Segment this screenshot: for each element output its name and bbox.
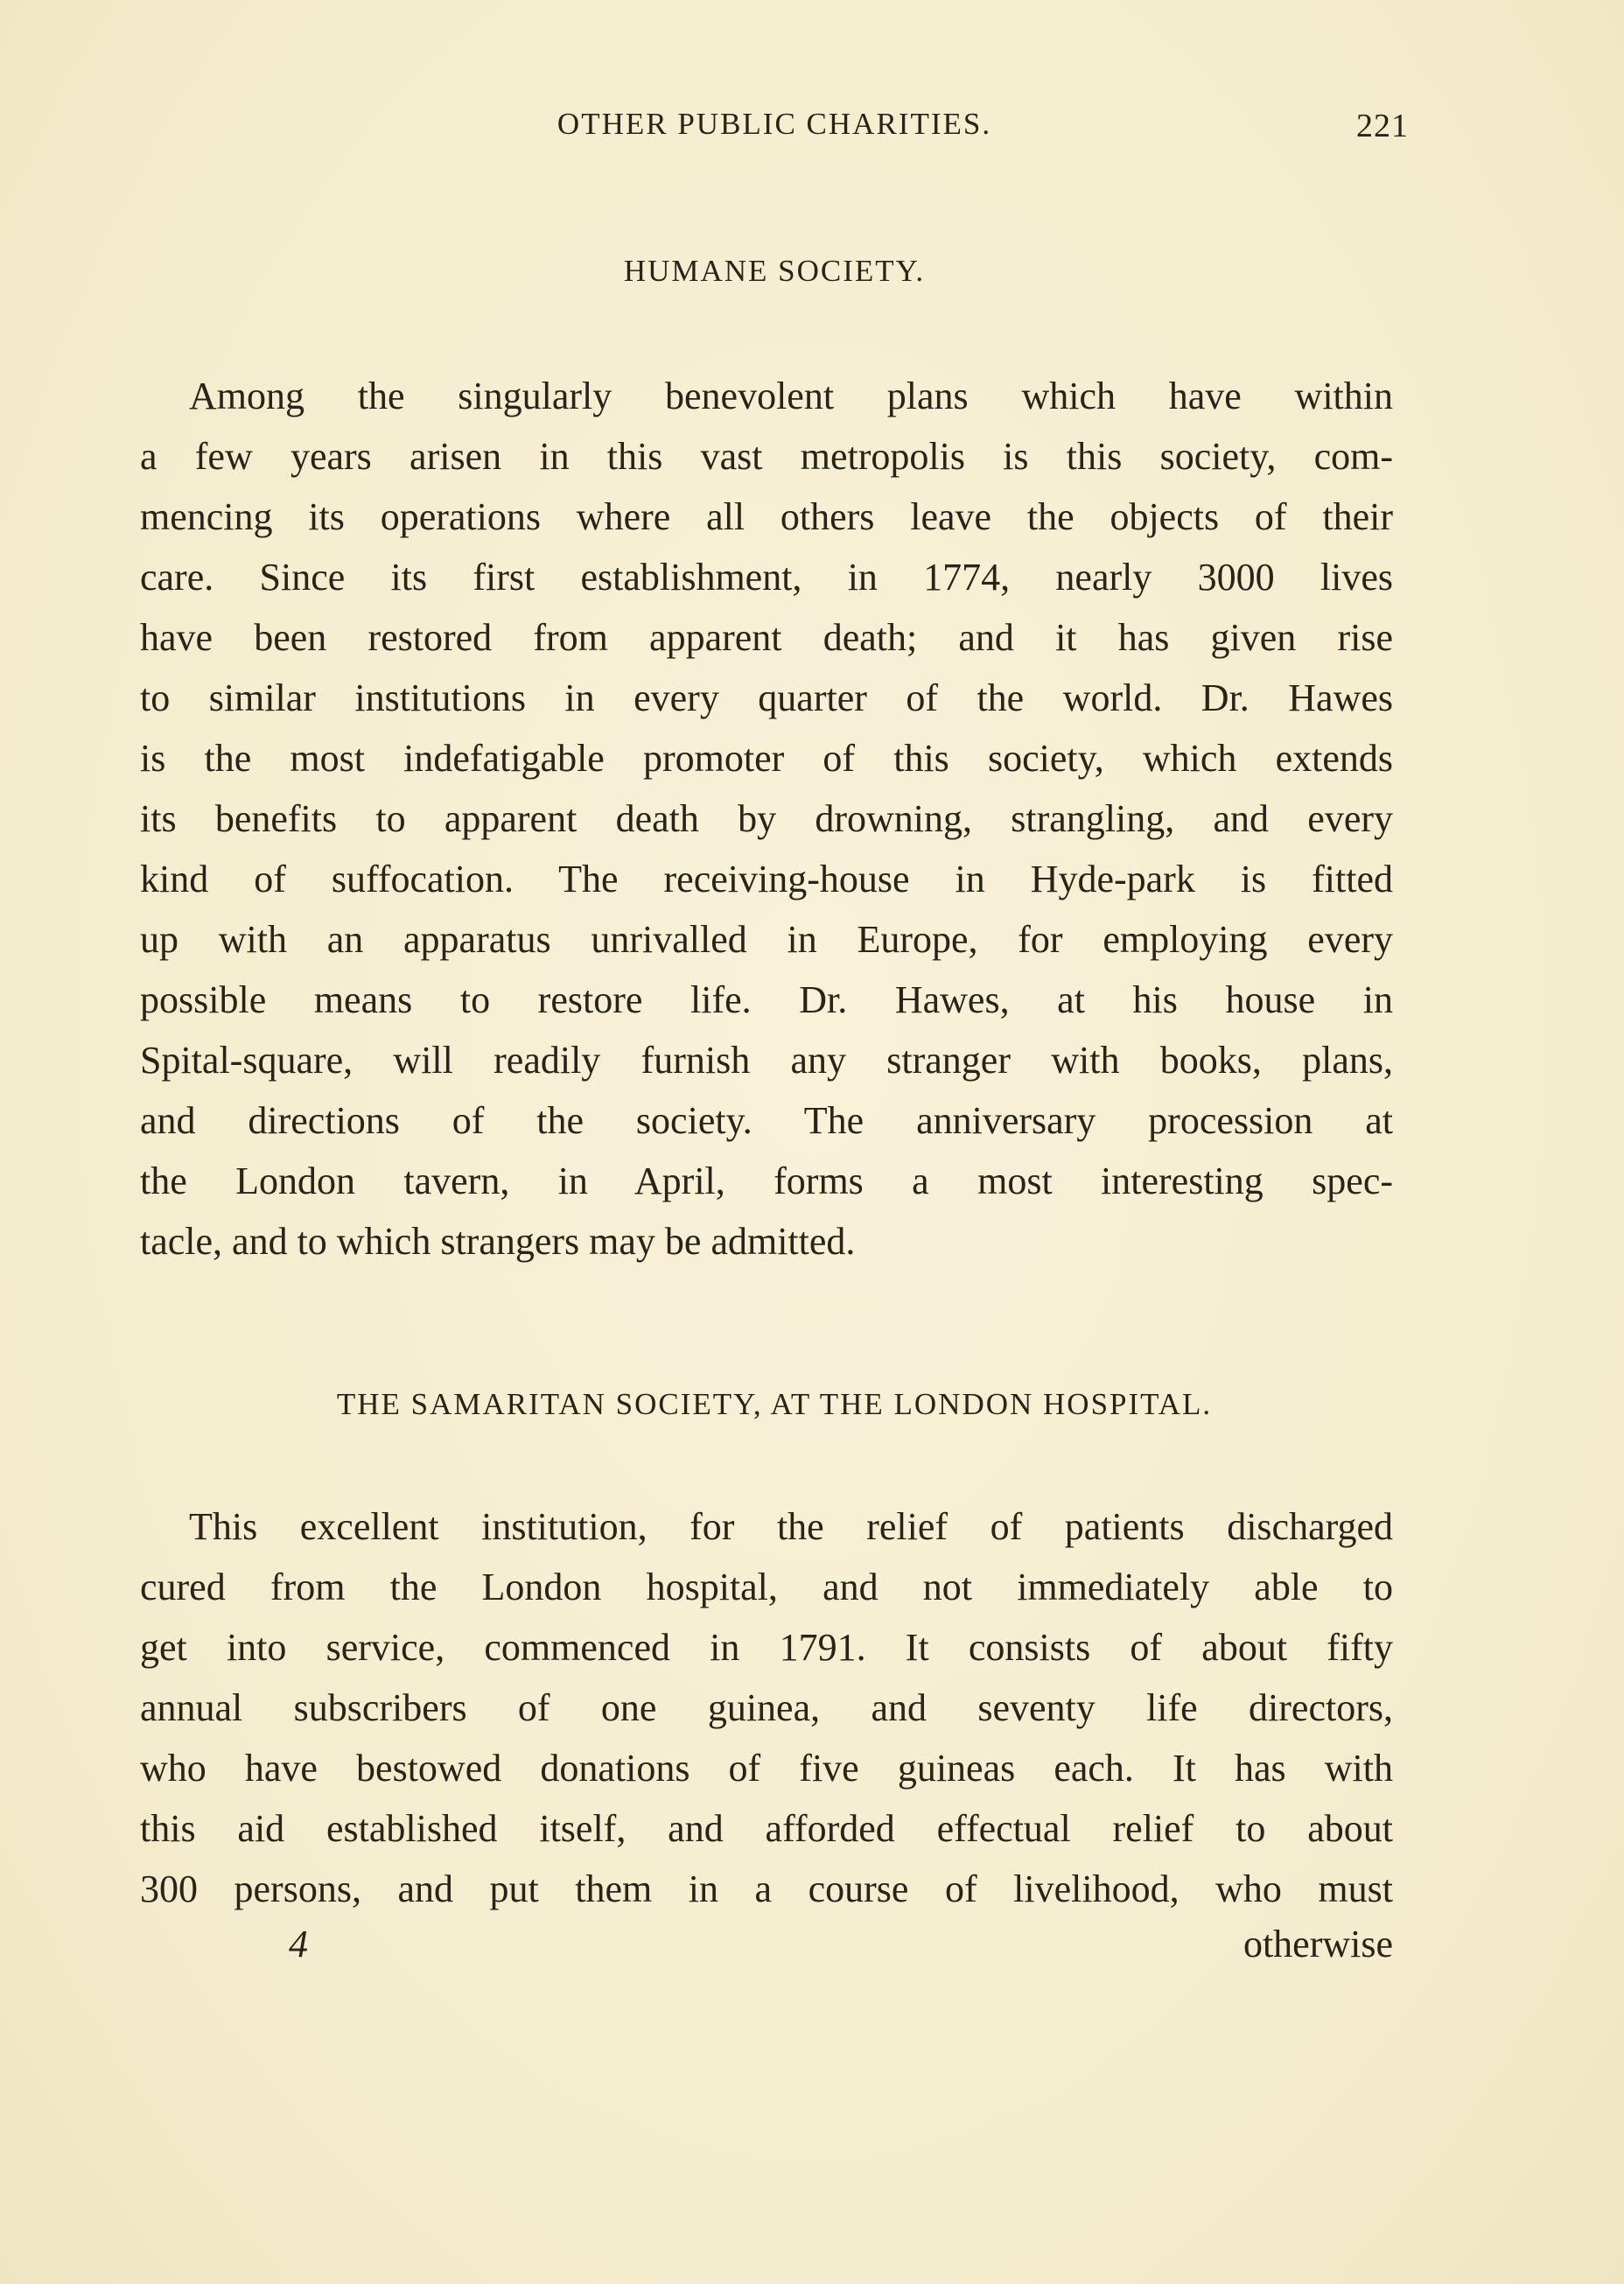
text-line: who have bestowed donations of five guineas each. It has with — [140, 1747, 1393, 1790]
page-number: 221 — [1356, 108, 1409, 144]
text-line: Among the singularly benevolent plans which have within — [189, 375, 1393, 417]
text-line: cured from the London hospital, and not immediately able to — [140, 1566, 1393, 1608]
text-line: This excellent institution, for the relief of patients discharged — [189, 1505, 1393, 1548]
text-line: is the most indefatigable promoter of this society, which extends — [140, 737, 1393, 780]
text-line: have been restored from apparent death; and it has given rise — [140, 616, 1393, 659]
text-line: Spital-square, will readily furnish any stranger with books, plans, — [140, 1039, 1393, 1082]
text-line: kind of suffocation. The receiving-house in Hyde-park is fitted — [140, 858, 1393, 900]
text-line: the London tavern, in April, forms a most interesting spec- — [140, 1160, 1393, 1202]
text-line: a few years arisen in this vast metropolis is this society, com- — [140, 435, 1393, 478]
catchword: otherwise — [1242, 1923, 1393, 1965]
text-line: this aid established itself, and afforded effectual relief to about — [140, 1807, 1393, 1850]
text-line: to similar institutions in every quarter of the world. Dr. Hawes — [140, 676, 1393, 719]
text-line: care. Since its first establishment, in 1774, nearly 3000 lives — [140, 556, 1393, 599]
running-title: OTHER PUBLIC CHARITIES. — [556, 107, 992, 141]
paragraph-samaritan-society — [140, 1496, 1393, 1919]
text-line: 300 persons, and put them in a course of livelihood, who must — [140, 1867, 1393, 1910]
page-footer — [140, 1922, 1393, 1982]
text-line: mencing its operations where all others leave the objects of their — [140, 495, 1393, 538]
section-heading-humane-society: HUMANE SOCIETY. — [623, 254, 926, 288]
text-line: annual subscribers of one guinea, and seventy life directors, — [140, 1686, 1393, 1729]
paragraph-humane-society — [140, 366, 1393, 1272]
text-line: and directions of the society. The anniversary procession at — [140, 1099, 1393, 1142]
text-line: its benefits to apparent death by drowning, strangling, and every — [140, 797, 1393, 840]
signature-mark: 4 — [289, 1923, 308, 1965]
text-line: get into service, commenced in 1791. It consists of about fifty — [140, 1626, 1393, 1669]
text-line: possible means to restore life. Dr. Hawes, at his house in — [140, 978, 1393, 1021]
text-line: up with an apparatus unrivalled in Europe, for employing every — [140, 918, 1393, 961]
section-heading-samaritan-society: THE SAMARITAN SOCIETY, AT THE LONDON HOSPITAL. — [336, 1387, 1213, 1421]
running-head — [140, 107, 1409, 151]
text-line: tacle, and to which strangers may be admitted. — [140, 1220, 856, 1263]
